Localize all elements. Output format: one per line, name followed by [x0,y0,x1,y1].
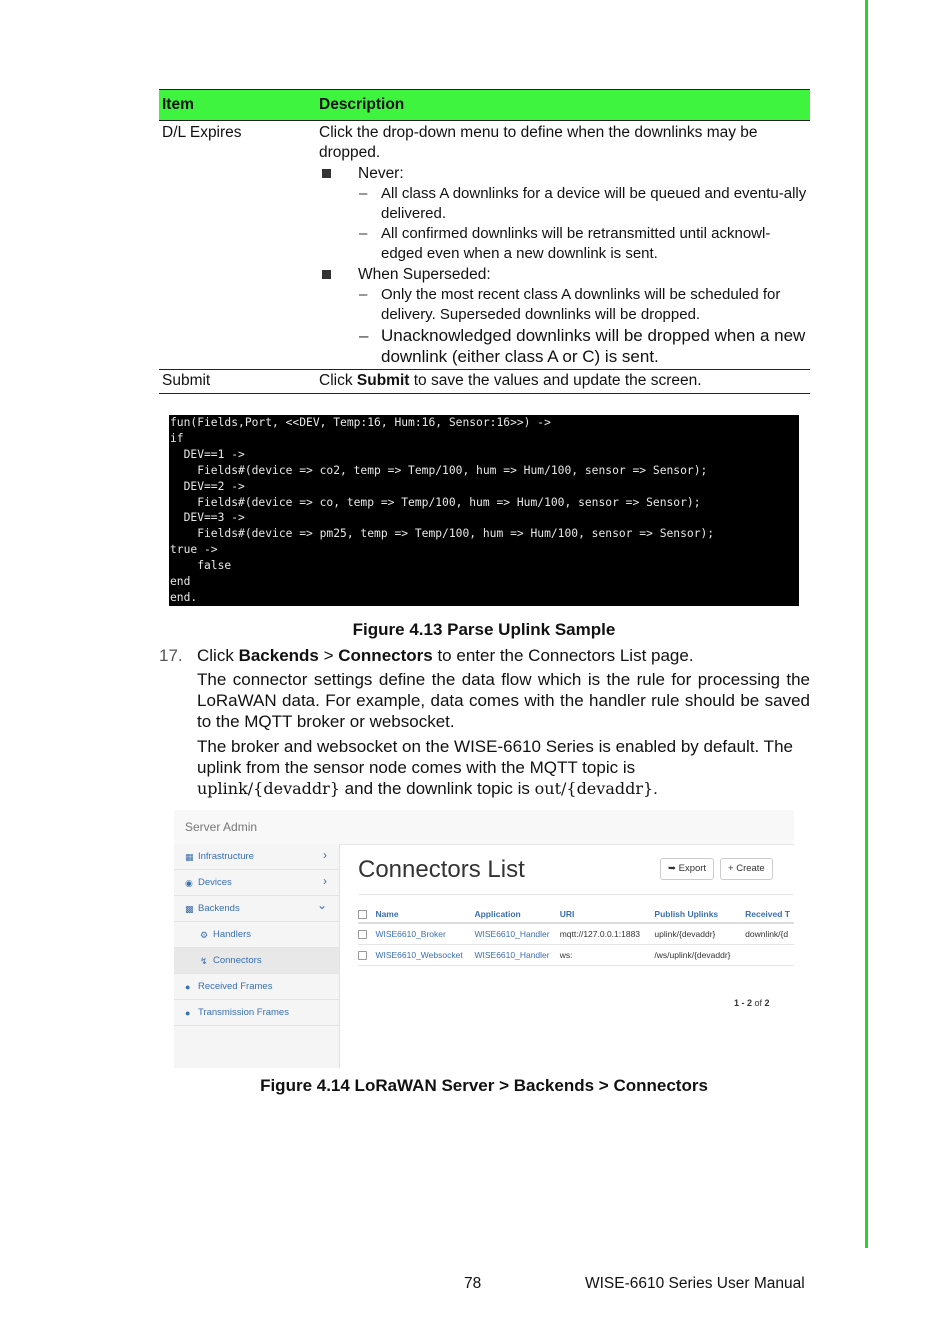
uri-cell: mqtt://127.0.0.1:1883 [560,923,655,945]
topic-downlink: out/{devaddr} [534,779,654,798]
description-submit: Click Submit to save the values and update the screen. [316,370,810,394]
column-header[interactable]: Publish Uplinks [654,906,745,923]
sub-item [358,325,807,367]
sub-item-text: All class A downlinks for a device will be queued and eventu-ally delivered. [381,185,807,222]
sidebar-item-connectors[interactable]: ↯ Connectors [174,948,339,974]
topic-uplink: uplink/{devaddr} [197,779,340,798]
figure-caption: Figure 4.14 LoRaWAN Server > Backends > Connectors [260,1076,708,1095]
connectors-screenshot [174,810,794,1068]
select-all-checkbox[interactable] [358,910,367,919]
code-block [169,415,799,606]
dash-icon: – [359,286,368,303]
comments-icon: ● [185,982,191,992]
sidebar-item-infrastructure[interactable]: ▦ Infrastructure › [174,844,339,870]
sidebar-item-backends[interactable]: ▩ Backends ⌄ [174,896,339,922]
description-lead: Click the drop-down menu to define when the downlinks may be dropped. [319,124,758,161]
divider [358,894,794,895]
sidebar-item-received-frames[interactable]: ● Received Frames [174,974,339,1000]
sidebar-item-transmission-frames[interactable]: ● Transmission Frames [174,1000,339,1026]
settings-table [159,89,810,394]
sub-item-text: All confirmed downlinks will be retransmitted until acknowl-edged even when a new downlink is sent. [381,225,771,262]
sidebar [174,844,340,1068]
dash-icon: – [359,185,368,202]
chevron-right-icon: › [323,874,327,888]
connector-name-link[interactable]: WISE6610_Broker [375,923,474,945]
create-button[interactable]: + Create [720,858,773,880]
table-header-row [358,906,794,923]
description-dl-expires [316,121,810,370]
comments-icon: ● [185,1008,191,1018]
plus-icon: + [728,863,734,874]
chevron-down-icon: ⌄ [316,898,327,912]
code-text: fun(Fields,Port, <<DEV, Temp:16, Hum:16, Sensor:16>>) -> if DEV==1 -> Fields#(device => co2, temp => Temp/100, hum => Hum/100, sensor => Sensor); DEV==2 -> Fields#(device => co, temp => Temp/100, hum => Hum/100, sensor => Sensor); DEV==3 -> Fields#(device => pm25, temp => Temp/100, hum => Hum/100, sensor => Sensor); true -> false end end. [170,416,715,604]
sitemap-icon: ▦ [185,852,194,862]
sub-item [358,184,807,224]
admin-title: Server Admin [185,820,258,834]
table-row [358,923,794,945]
bullet-label: Never: [358,165,404,182]
received-cell [745,945,794,966]
item-submit: Submit [159,370,316,394]
devices-icon: ◉ [185,878,193,888]
item-dl-expires: D/L Expires [162,124,242,141]
chart-icon: ▩ [185,904,194,914]
bullet-label: When Superseded: [358,266,491,283]
sub-item [358,285,807,325]
step-number: 17. [159,646,183,665]
page-number: 78 [464,1275,482,1292]
export-icon: ➥ [668,863,676,874]
table-row [159,121,810,370]
application-link[interactable]: WISE6610_Handler [474,945,559,966]
page-title: Connectors List [358,856,525,883]
sidebar-item-devices[interactable]: ◉ Devices › [174,870,339,896]
dash-icon: – [359,225,368,242]
column-header[interactable]: Received T [745,906,794,923]
admin-header [174,810,794,845]
figure-caption: Figure 4.13 Parse Uplink Sample [352,620,616,639]
column-header[interactable]: Application [474,906,559,923]
sidebar-item-handlers[interactable]: ⚙ Handlers [174,922,339,948]
sub-item-text: Unacknowledged downlinks will be dropped when a new downlink (either class A or C) is sent. [381,326,806,366]
table-header-row [159,90,810,121]
column-header[interactable]: Name [375,906,474,923]
bullet-item [319,265,807,285]
row-checkbox[interactable] [358,930,367,939]
step-text: Click Backends > Connectors to enter the Connectors List page. [197,646,694,665]
paragraph-broker: The broker and websocket on the WISE-6610 Series is enabled by default. The uplink from the sensor node comes with the MQTT topic is uplink/{devaddr} and the downlink topic is out/{devaddr}. [197,737,793,798]
publish-uplinks-cell: uplink/{devaddr} [654,923,745,945]
bolt-icon: ↯ [200,956,208,966]
square-bullet-icon [322,270,331,279]
paragraph-connector-settings: The connector settings define the data flow which is the rule for processing the LoRaWAN data. For example, data comes with the handler rule should be saved to the MQTT broker or websocket. [197,670,810,731]
sub-item-text: Only the most recent class A downlinks will be scheduled for delivery. Superseded downlinks will be dropped. [381,286,781,323]
export-button[interactable]: ➥ Export [660,858,714,880]
header-item: Item [159,90,316,121]
table-row [159,370,810,394]
publish-uplinks-cell: /ws/uplink/{devaddr} [654,945,745,966]
square-bullet-icon [322,169,331,178]
sub-item [358,224,807,264]
column-header[interactable]: URI [560,906,655,923]
cogs-icon: ⚙ [200,930,209,940]
row-checkbox[interactable] [358,951,367,960]
connector-name-link[interactable]: WISE6610_Websocket [375,945,474,966]
received-cell: downlink/{d [745,923,794,945]
chevron-right-icon: › [323,848,327,862]
main-panel [340,844,794,1068]
application-link[interactable]: WISE6610_Handler [474,923,559,945]
dash-icon: – [359,326,369,345]
pagination: 1 - 2 of 2 [734,998,770,1008]
connectors-table [358,906,794,966]
uri-cell: ws: [560,945,655,966]
table-row [358,945,794,966]
header-description: Description [316,90,810,121]
bullet-item [319,164,807,184]
manual-title: WISE-6610 Series User Manual [585,1275,805,1292]
